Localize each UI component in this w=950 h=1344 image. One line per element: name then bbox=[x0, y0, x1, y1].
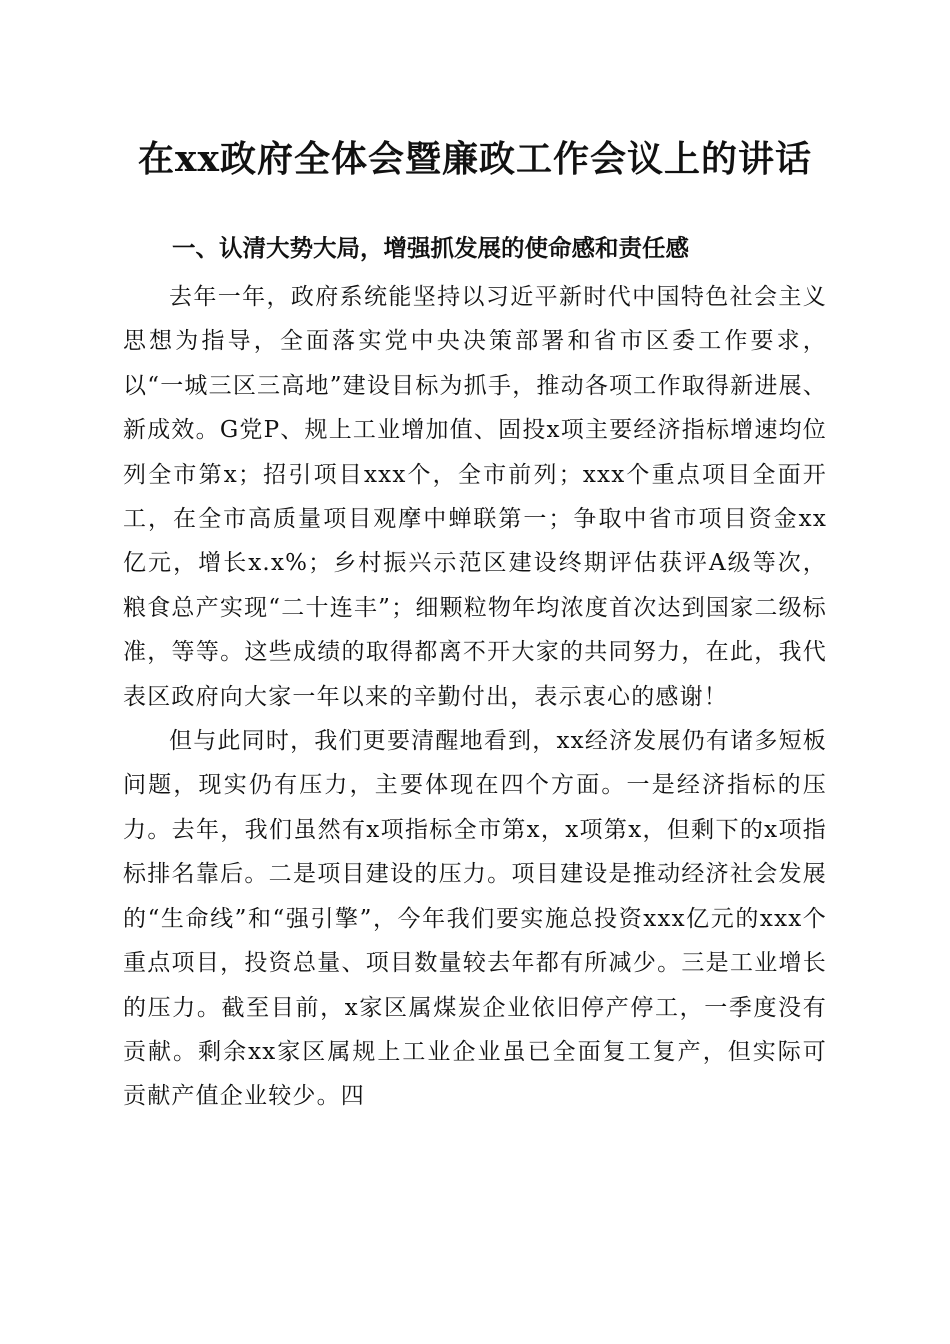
document-body bbox=[123, 275, 827, 1119]
document-title: 在xx政府全体会暨廉政工作会议上的讲话 bbox=[138, 138, 812, 180]
section-heading: 一、认清大势大局，增强抓发展的使命感和责任感 bbox=[172, 234, 689, 262]
body-paragraph: 但与此同时，我们更要清醒地看到，xx经济发展仍有诸多短板问题，现实仍有压力，主要体现在四个方面。一是经济指标的压力。去年，我们虽然有x项指标全市第x，x项第x，但剩下的x项指标排名靠后。二是项目建设的压力。项目建设是推动经济社会发展的“生命线”和“强引擎”，今年我们要实施总投资xxx亿元的xxx个重点项目，投资总量、项目数量较去年都有所减少。三是工业增长的压力。截至目前，x家区属煤炭企业依旧停产停工，一季度没有贡献。剩余xx家区属规上工业企业虽已全面复工复产，但实际可贡献产值企业较少。四 bbox=[123, 728, 827, 1110]
body-paragraph: 去年一年，政府系统能坚持以习近平新时代中国特色社会主义思想为指导，全面落实党中央决策部署和省市区委工作要求，以“一城三区三高地”建设目标为抓手，推动各项工作取得新进展、新成效。G党P、规上工业增加值、固投x项主要经济指标增速均位列全市第x；招引项目xxx个，全市前列；xxx个重点项目全面开工，在全市高质量项目观摩中蝉联第一；争取中省市项目资金xx亿元，增长x.x%；乡村振兴示范区建设终期评估获评A级等次，粮食总产实现“二十连丰”；细颗粒物年均浓度首次达到国家二级标准，等等。这些成绩的取得都离不开大家的共同努力，在此，我代表区政府向大家一年以来的辛勤付出，表示衷心的感谢！ bbox=[123, 284, 827, 710]
